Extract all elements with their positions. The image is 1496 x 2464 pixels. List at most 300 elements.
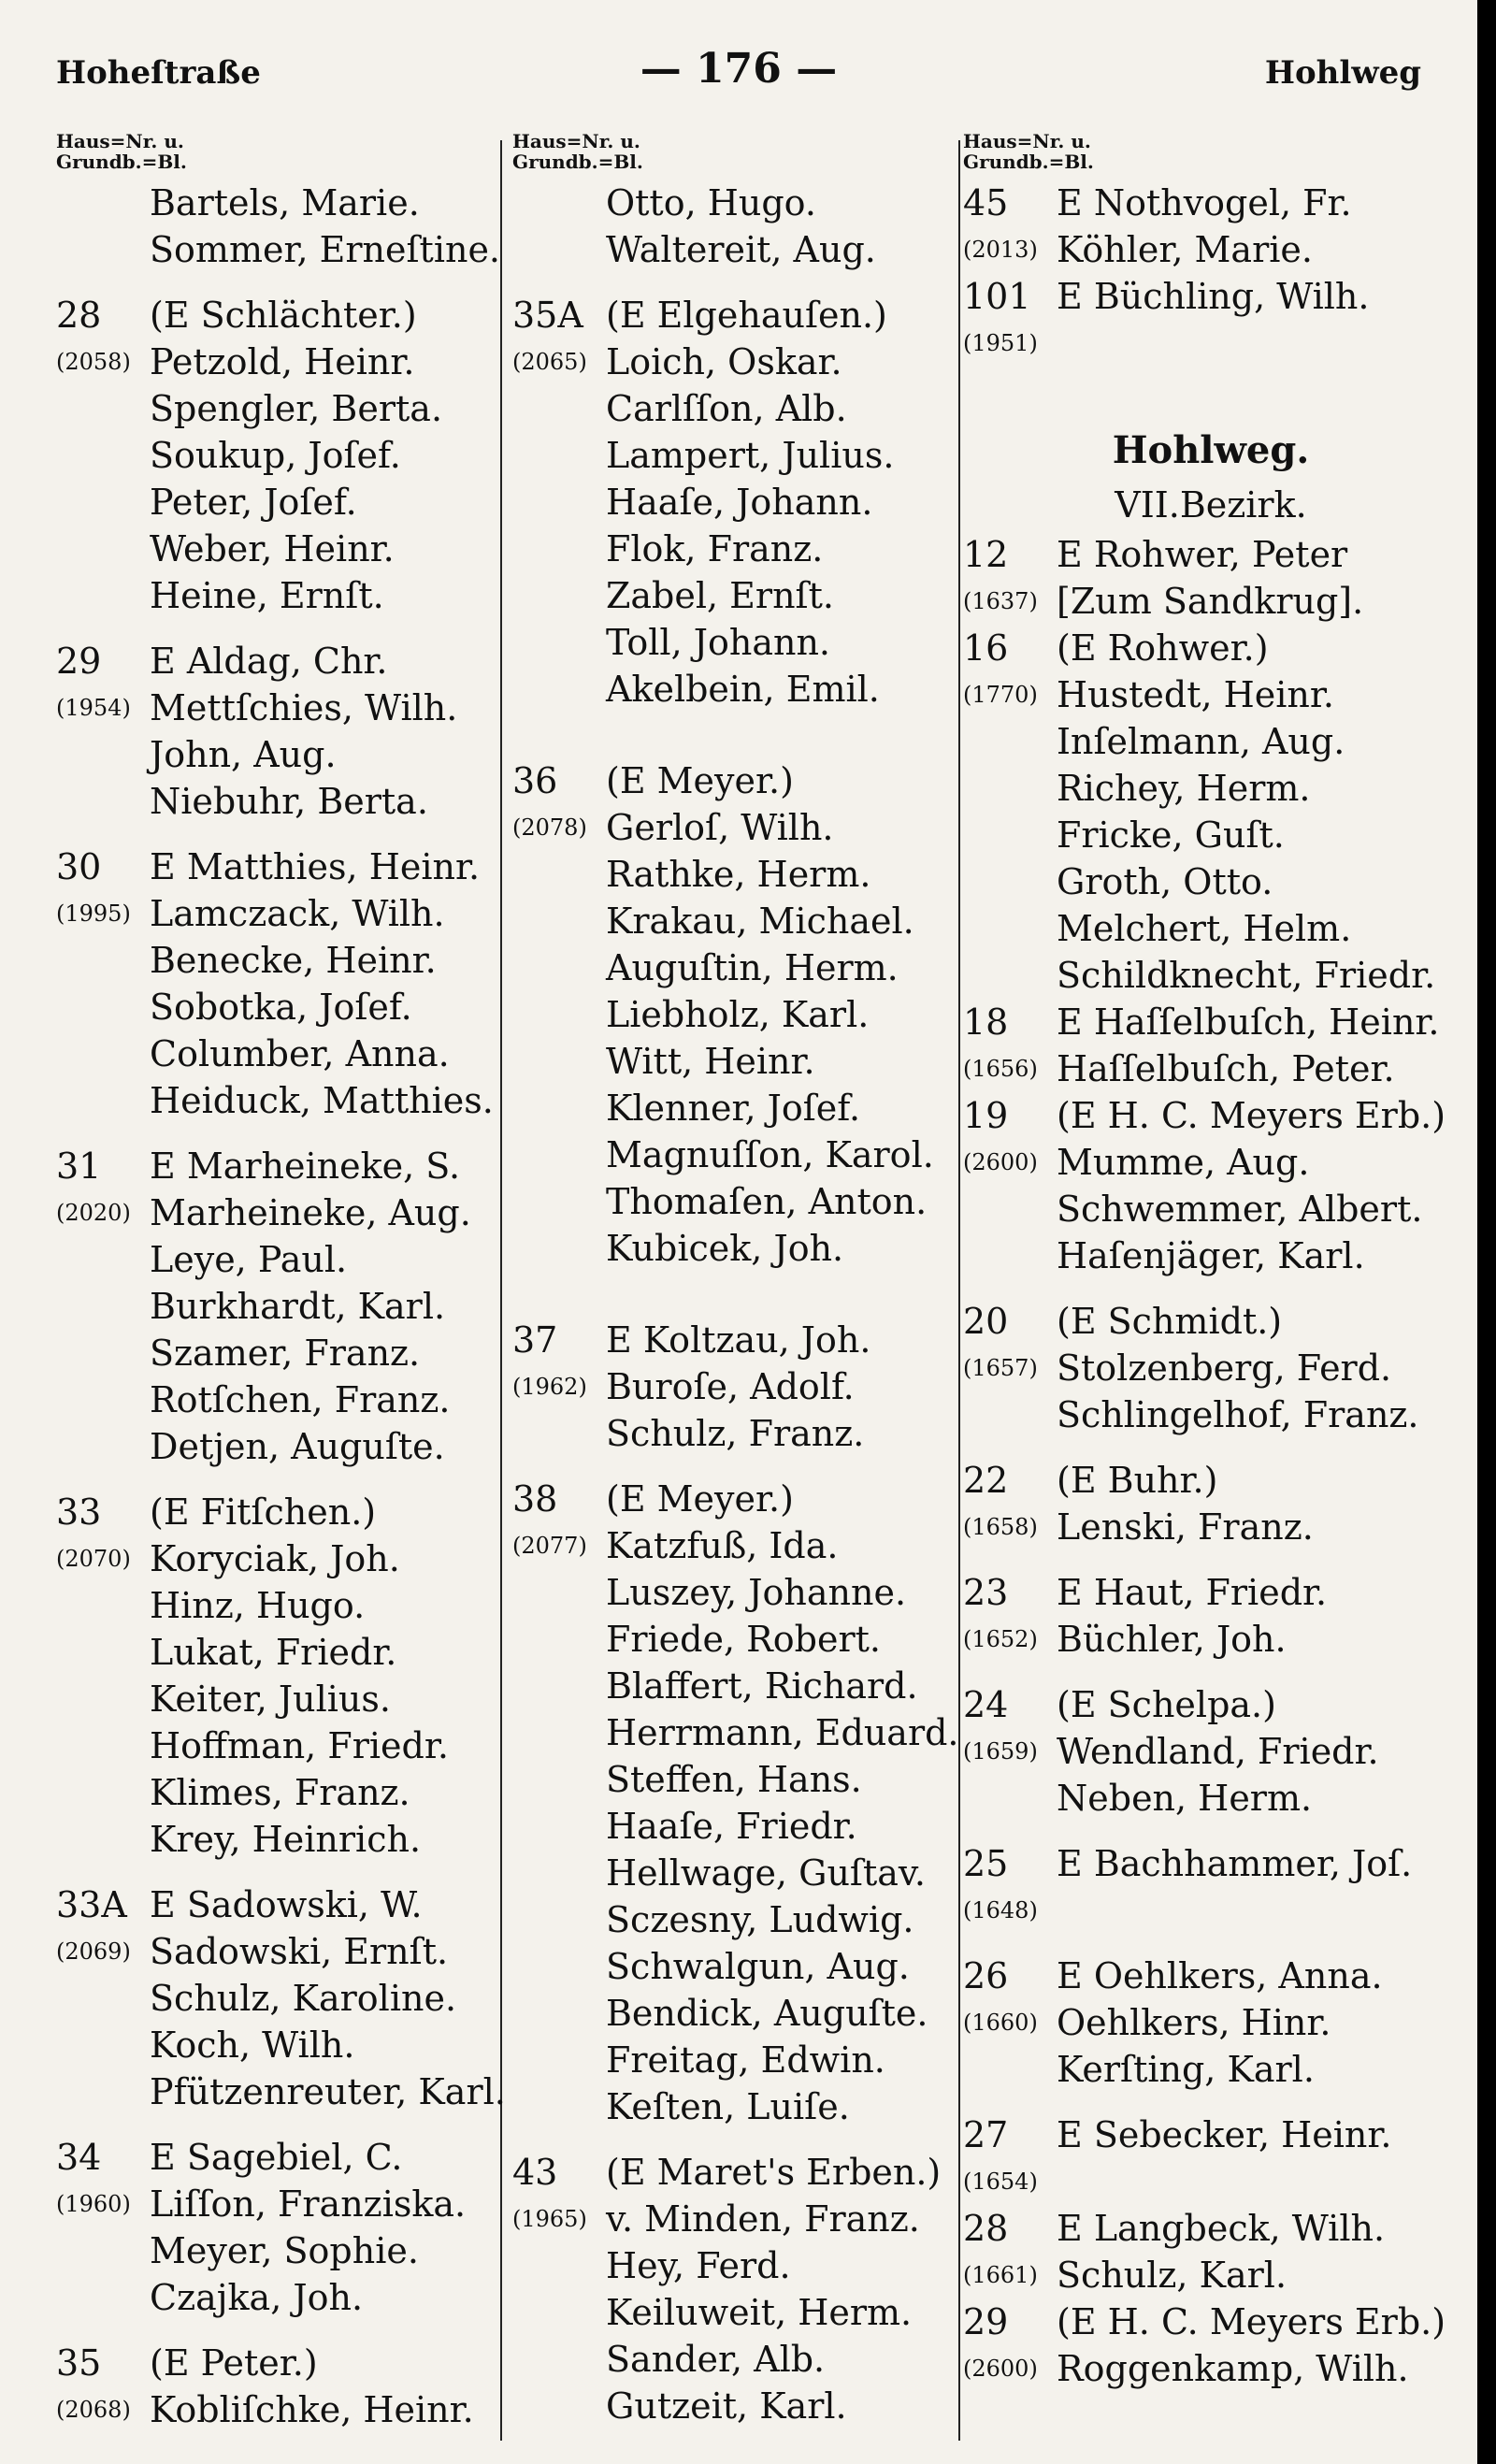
entry-text: Steffen, Hans. (606, 1759, 862, 1800)
column-header-line: Grundb.=Bl. (512, 151, 643, 173)
entry-text: Burkhardt, Karl. (150, 1286, 446, 1327)
entry-line (56, 432, 496, 479)
entry-line (963, 718, 1459, 765)
entry-line (963, 1569, 1459, 1616)
house-number: 38 (512, 1478, 558, 1520)
entry-text: (E Rohwer.) (1057, 627, 1269, 669)
entry-text: E Oehlkers, Anna. (1057, 1955, 1383, 1996)
entry-line (512, 2083, 952, 2130)
house-number: 43 (512, 2152, 558, 2193)
land-register-number: (1954) (56, 695, 131, 721)
entry-line (56, 731, 496, 778)
house-number: 16 (963, 627, 1009, 669)
house-number: 35A (512, 295, 583, 336)
entry-line (512, 1616, 952, 1663)
entry-line (56, 1189, 496, 1236)
entry-line (56, 1283, 496, 1330)
entry-line (56, 778, 496, 825)
entry-text: Wendland, Friedr. (1057, 1731, 1379, 1772)
entry-line (963, 1616, 1459, 1663)
land-register-number: (1648) (963, 1897, 1038, 1924)
entry-text: Detjen, Auguſte. (150, 1426, 445, 1467)
entry-line (56, 1769, 496, 1816)
column-2 (512, 130, 959, 2429)
land-register-number: (1658) (963, 1514, 1038, 1540)
entry-line (56, 1975, 496, 2022)
entry-text: E Büchling, Wilh. (1057, 276, 1370, 317)
entry-text: (E Meyer.) (606, 760, 794, 801)
entry-text: Richey, Herm. (1057, 768, 1311, 809)
entry-text: Schulz, Franz. (606, 1413, 865, 1454)
entry-text: Thomaſen, Anton. (606, 1181, 928, 1222)
entry-text: Hoffman, Friedr. (150, 1725, 449, 1766)
land-register-number: (1637) (963, 588, 1038, 614)
house-number: 28 (963, 2208, 1009, 2249)
entry-line (56, 1030, 496, 1077)
entry-text: Melchert, Helm. (1057, 908, 1352, 949)
entry-text: E Rohwer, Peter (1057, 534, 1348, 575)
entry-line (963, 671, 1459, 718)
entry-text: Sommer, Erneſtine. (150, 229, 501, 270)
entry-text: Flok, Franz. (606, 528, 824, 569)
entry-line (56, 1816, 496, 1863)
entry-line (56, 1629, 496, 1676)
entry-line (963, 1728, 1459, 1775)
entry-line (963, 1775, 1459, 1822)
entry-text: (E H. C. Meyers Erb.) (1057, 2301, 1446, 2342)
entry-text: (E Schmidt.) (1057, 1301, 1283, 1342)
entry-text: Liſſon, Franziska. (150, 2183, 467, 2225)
entry-text: Spengler, Berta. (150, 388, 443, 429)
entry-line (512, 1363, 952, 1410)
entry-text: Lukat, Friedr. (150, 1632, 397, 1673)
column-header-line: Haus=Nr. u. (963, 130, 1091, 152)
entry-text: Heine, Ernſt. (150, 575, 384, 616)
entry-line (56, 1077, 496, 1124)
entry-text: Lamczack, Wilh. (150, 893, 445, 934)
entry-line (512, 2336, 952, 2383)
entry-text: Lampert, Julius. (606, 435, 895, 476)
entry-line (963, 1298, 1459, 1345)
entry-line (56, 1881, 496, 1928)
entry-line (512, 1569, 952, 1616)
entry-text: v. Minden, Franz. (606, 2198, 920, 2240)
entry-text: Fricke, Guſt. (1057, 814, 1285, 856)
entry-text: Groth, Otto. (1057, 861, 1273, 902)
entry-line (512, 1990, 952, 2037)
entry-text: Haſenjäger, Karl. (1057, 1235, 1365, 1276)
house-number: 101 (963, 276, 1031, 317)
entry-text: Keiluweit, Herm. (606, 2292, 913, 2333)
entry-text: Keſten, Luiſe. (606, 2086, 850, 2127)
entry-text: Niebuhr, Berta. (150, 781, 428, 822)
house-number: 26 (963, 1955, 1009, 1996)
column-header-line: Grundb.=Bl. (963, 151, 1094, 173)
entry-text: Keiter, Julius. (150, 1679, 391, 1720)
entry-line (512, 2149, 952, 2196)
entry-text: E Langbeck, Wilh. (1057, 2208, 1386, 2249)
entry-line (963, 1504, 1459, 1550)
entry-text: Rathke, Herm. (606, 854, 871, 895)
entry-text: Inſelmann, Aug. (1057, 721, 1345, 762)
entry-line (512, 572, 952, 619)
entry-text: Hellwage, Guſtav. (606, 1852, 926, 1894)
land-register-number: (1995) (56, 901, 131, 927)
house-number: 45 (963, 182, 1009, 223)
entry-line (56, 1143, 496, 1189)
entry-text: Köhler, Marie. (1057, 229, 1313, 270)
entry-line (56, 226, 501, 273)
entry-text: Koryciak, Joh. (150, 1538, 400, 1579)
entry-line (512, 851, 952, 898)
entry-line (512, 1178, 952, 1225)
entry-text: Schlingelhof, Franz. (1057, 1394, 1419, 1435)
land-register-number: (2069) (56, 1938, 131, 1965)
house-number: 22 (963, 1460, 1009, 1501)
entry-text: Leye, Paul. (150, 1239, 348, 1280)
entry-line (512, 619, 952, 666)
entry-line (56, 2022, 496, 2068)
entry-text: (E Buhr.) (1057, 1460, 1218, 1501)
entry-line (963, 2298, 1459, 2345)
land-register-number: (1656) (963, 1056, 1038, 1082)
house-number: 20 (963, 1301, 1009, 1342)
land-register-number: (1652) (963, 1626, 1038, 1652)
entry-text: Büchler, Joh. (1057, 1619, 1287, 1660)
entry-text: E Nothvogel, Fr. (1057, 182, 1352, 223)
entry-list (963, 531, 1459, 2392)
entry-line (512, 804, 952, 851)
entry-line (56, 638, 496, 684)
entry-text: E Koltzau, Joh. (606, 1319, 871, 1361)
entry-text: Schildknecht, Friedr. (1057, 955, 1436, 996)
entry-line (56, 292, 496, 339)
entry-line (56, 890, 496, 937)
entry-line (512, 1943, 952, 1990)
entry-line (56, 1722, 496, 1769)
entry-text: Haſſelbuſch, Peter. (1057, 1048, 1395, 1089)
entry-text: Meyer, Sophie. (150, 2230, 419, 2271)
entry-text: Zabel, Ernſt. (606, 575, 834, 616)
entry-line (56, 1535, 496, 1582)
entry-text: Gerloſ, Wilh. (606, 807, 834, 848)
house-number: 12 (963, 534, 1009, 575)
entry-line (56, 526, 496, 572)
entry-line (56, 1582, 496, 1629)
entry-line (512, 2196, 952, 2242)
house-number: 31 (56, 1146, 102, 1187)
entry-line (56, 2386, 496, 2433)
entry-line (512, 666, 952, 713)
entry-line (963, 812, 1459, 858)
entry-line (56, 1236, 496, 1283)
entry-text: (E Maret's Erben.) (606, 2152, 942, 2193)
entry-line (512, 2383, 952, 2429)
entry-line (963, 2111, 1459, 2158)
entry-line (963, 578, 1459, 625)
land-register-number: (1657) (963, 1355, 1038, 1381)
entry-text: E Sebecker, Heinr. (1057, 2114, 1392, 2155)
entry-text: E Sadowski, W. (150, 1884, 423, 1925)
entry-line (512, 1522, 952, 1569)
column-header-line: Haus=Nr. u. (512, 130, 640, 152)
entry-line (963, 952, 1459, 999)
entry-text: E Aldag, Chr. (150, 641, 388, 682)
entry-line (963, 1457, 1459, 1504)
entry-text: Schwemmer, Albert. (1057, 1189, 1423, 1230)
entry-text: Akelbein, Emil. (606, 669, 880, 710)
land-register-number: (1654) (963, 2169, 1038, 2195)
entry-text: Herrmann, Eduard. (606, 1712, 959, 1753)
entry-line (963, 531, 1459, 578)
house-number: 19 (963, 1095, 1009, 1136)
entry-line (963, 320, 1459, 367)
house-number: 25 (963, 1843, 1009, 1884)
entry-text: Marheineke, Aug. (150, 1192, 471, 1233)
entry-line (512, 991, 952, 1038)
land-register-number: (1951) (963, 330, 1038, 356)
entry-line (512, 1410, 952, 1457)
house-number: 36 (512, 760, 558, 801)
entry-line (512, 1663, 952, 1709)
entry-text: Heiduck, Matthies. (150, 1080, 494, 1121)
entry-line (56, 684, 496, 731)
entry-text: Rotſchen, Franz. (150, 1379, 451, 1420)
entry-text: Mumme, Aug. (1057, 1142, 1310, 1183)
entry-text: Petzold, Heinr. (150, 341, 415, 382)
entry-text: John, Aug. (150, 734, 337, 775)
land-register-number: (1659) (963, 1738, 1038, 1765)
entry-text: Weber, Heinr. (150, 528, 395, 569)
entry-line (512, 944, 952, 991)
entry-line (512, 339, 952, 385)
entry-line (963, 2205, 1459, 2252)
land-register-number: (1660) (963, 2010, 1038, 2036)
entry-text: Bendick, Auguſte. (606, 1993, 928, 2034)
entry-line (512, 1709, 959, 1756)
entry-line (512, 385, 952, 432)
entry-line (56, 1928, 496, 1975)
entry-line (963, 1840, 1459, 1887)
entry-line (963, 1887, 1459, 1934)
entry-text: E Sagebiel, C. (150, 2137, 403, 2178)
entry-line (963, 180, 1459, 226)
entry-line (963, 1092, 1459, 1139)
land-register-number: (2065) (512, 349, 587, 375)
house-number: 23 (963, 1572, 1009, 1613)
entry-list (963, 180, 1459, 367)
entry-text: Haaſe, Johann. (606, 482, 873, 523)
column-3 (963, 131, 1459, 2392)
entry-text: Sander, Alb. (606, 2339, 826, 2380)
entry-text: Benecke, Heinr. (150, 940, 437, 981)
entry-line (56, 1376, 496, 1423)
entry-text: Bartels, Marie. (150, 182, 420, 223)
entry-text: Columber, Anna. (150, 1033, 450, 1074)
column-header-line: Grundb.=Bl. (56, 151, 187, 173)
entry-line (56, 180, 496, 226)
entry-line (963, 905, 1459, 952)
land-register-number: (2600) (963, 2356, 1038, 2382)
entry-text: Koch, Wilh. (150, 2025, 355, 2066)
entry-line (56, 1489, 496, 1535)
entry-text: Magnuſſon, Karol. (606, 1134, 934, 1175)
entry-text: Czajka, Joh. (150, 2277, 364, 2318)
entry-text: Mettſchies, Wilh. (150, 687, 458, 728)
house-number: 35 (56, 2342, 102, 2384)
land-register-number: (1965) (512, 2206, 587, 2232)
entry-line (56, 572, 496, 619)
entry-text: (E Schelpa.) (1057, 1684, 1276, 1725)
land-register-number: (1661) (963, 2262, 1038, 2288)
entry-line (963, 273, 1459, 320)
land-register-number: (2058) (56, 349, 131, 375)
entry-line (56, 2340, 496, 2386)
entry-line (56, 339, 496, 385)
house-number: 37 (512, 1319, 558, 1361)
entry-text: Klenner, Joſef. (606, 1088, 861, 1129)
entry-text: E Haut, Friedr. (1057, 1572, 1328, 1613)
entry-list (56, 180, 506, 2433)
column-header (963, 131, 1459, 180)
entry-line (512, 2037, 952, 2083)
land-register-number: (1770) (963, 682, 1038, 708)
entry-line (963, 2345, 1459, 2392)
column-divider (958, 140, 960, 2441)
entry-line (963, 625, 1459, 671)
entry-text: Freitag, Edwin. (606, 2039, 885, 2081)
entry-line (963, 1999, 1459, 2046)
entry-text: Otto, Hugo. (606, 182, 816, 223)
entry-line (512, 526, 952, 572)
entry-line (512, 432, 952, 479)
entry-line (56, 2181, 496, 2227)
entry-text: Loich, Oskar. (606, 341, 842, 382)
entry-text: Schulz, Karoline. (150, 1978, 457, 2019)
entry-line (56, 2227, 496, 2274)
column-header-line: Haus=Nr. u. (56, 130, 184, 152)
land-register-number: (2077) (512, 1533, 587, 1559)
entry-line (963, 1186, 1459, 1232)
entry-line (963, 858, 1459, 905)
column-1 (56, 130, 506, 2433)
entry-line (963, 1681, 1459, 1728)
entry-text: (E Meyer.) (606, 1478, 794, 1520)
entry-text: Sczesny, Ludwig. (606, 1899, 914, 1940)
entry-line (512, 1896, 952, 1943)
entry-line (963, 999, 1459, 1045)
house-number: 27 (963, 2114, 1009, 2155)
house-number: 30 (56, 846, 102, 887)
entry-line (963, 1045, 1459, 1092)
entry-line (512, 2242, 952, 2289)
entry-text: Hey, Ferd. (606, 2245, 791, 2286)
entry-text: [Zum Sandkrug]. (1057, 581, 1364, 622)
entry-line (512, 1225, 952, 1272)
page-number: — 176 — (640, 45, 838, 93)
entry-text: Blaffert, Richard. (606, 1665, 918, 1707)
house-number: 34 (56, 2137, 102, 2178)
column-header (56, 131, 496, 180)
entry-line (512, 1085, 952, 1131)
entry-text: E Haſſelbuſch, Heinr. (1057, 1001, 1440, 1043)
house-number: 33 (56, 1491, 102, 1533)
entry-text: Carlſſon, Alb. (606, 388, 847, 429)
entry-line (512, 1756, 952, 1803)
land-register-number: (1960) (56, 2191, 131, 2217)
entry-text: Kubicek, Joh. (606, 1228, 844, 1269)
entry-text: Hustedt, Heinr. (1057, 674, 1334, 715)
entry-line (512, 180, 952, 226)
entry-line (963, 1952, 1459, 1999)
entry-line (56, 2274, 496, 2321)
entry-line (963, 1139, 1459, 1186)
entry-text: Kerſting, Karl. (1057, 2049, 1315, 2090)
entry-text: (E Elgehauſen.) (606, 295, 887, 336)
entry-line (512, 1803, 952, 1850)
district-heading: VII.Bezirk. (1115, 484, 1307, 526)
house-number: 28 (56, 295, 102, 336)
entry-text: Lenski, Franz. (1057, 1506, 1314, 1548)
entry-line (512, 1317, 952, 1363)
entry-line (963, 2046, 1459, 2093)
land-register-number: (2070) (56, 1546, 131, 1572)
entry-line (512, 292, 952, 339)
entry-text: Sadowski, Ernſt. (150, 1931, 449, 1972)
entry-line (56, 1423, 496, 1470)
land-register-number: (2078) (512, 814, 587, 841)
house-number: 29 (56, 641, 102, 682)
entry-text: Sobotka, Joſef. (150, 987, 412, 1028)
entry-text: Schwalgun, Aug. (606, 1946, 910, 1987)
entry-text: Waltereit, Aug. (606, 229, 876, 270)
entry-text: Soukup, Joſef. (150, 435, 401, 476)
entry-text: Haaſe, Friedr. (606, 1806, 857, 1847)
entry-text: Stolzenberg, Ferd. (1057, 1347, 1392, 1389)
entry-text: (E Peter.) (150, 2342, 318, 2384)
entry-list (512, 180, 959, 2429)
entry-line (512, 1850, 952, 1896)
column-header (512, 131, 952, 180)
entry-line (963, 226, 1459, 273)
entry-line (963, 2252, 1459, 2298)
entry-line (512, 757, 952, 804)
header-left-street: Hoheſtraße (56, 54, 261, 92)
entry-text: E Matthies, Heinr. (150, 846, 481, 887)
entry-text: Luszey, Johanne. (606, 1572, 907, 1613)
entry-text: (E Schlächter.) (150, 295, 417, 336)
header-right-street: Hohlweg (1264, 54, 1421, 92)
entry-text: E Bachhammer, Joſ. (1057, 1843, 1413, 1884)
entry-line (56, 1676, 496, 1722)
entry-line (56, 843, 496, 890)
entry-text: Roggenkamp, Wilh. (1057, 2348, 1409, 2389)
entry-text: Peter, Joſef. (150, 482, 357, 523)
entry-line (512, 479, 952, 526)
entry-line (963, 2158, 1459, 2205)
entry-text: Auguſtin, Herm. (606, 947, 899, 988)
house-number: 24 (963, 1684, 1009, 1725)
entry-text: Friede, Robert. (606, 1619, 881, 1660)
entry-line (56, 937, 496, 984)
land-register-number: (2068) (56, 2397, 131, 2423)
entry-line (512, 898, 952, 944)
street-heading: Hohlweg. (1112, 428, 1310, 472)
entry-line (512, 2289, 952, 2336)
entry-line (963, 765, 1459, 812)
entry-line (512, 226, 952, 273)
entry-text: Gutzeit, Karl. (606, 2385, 847, 2427)
